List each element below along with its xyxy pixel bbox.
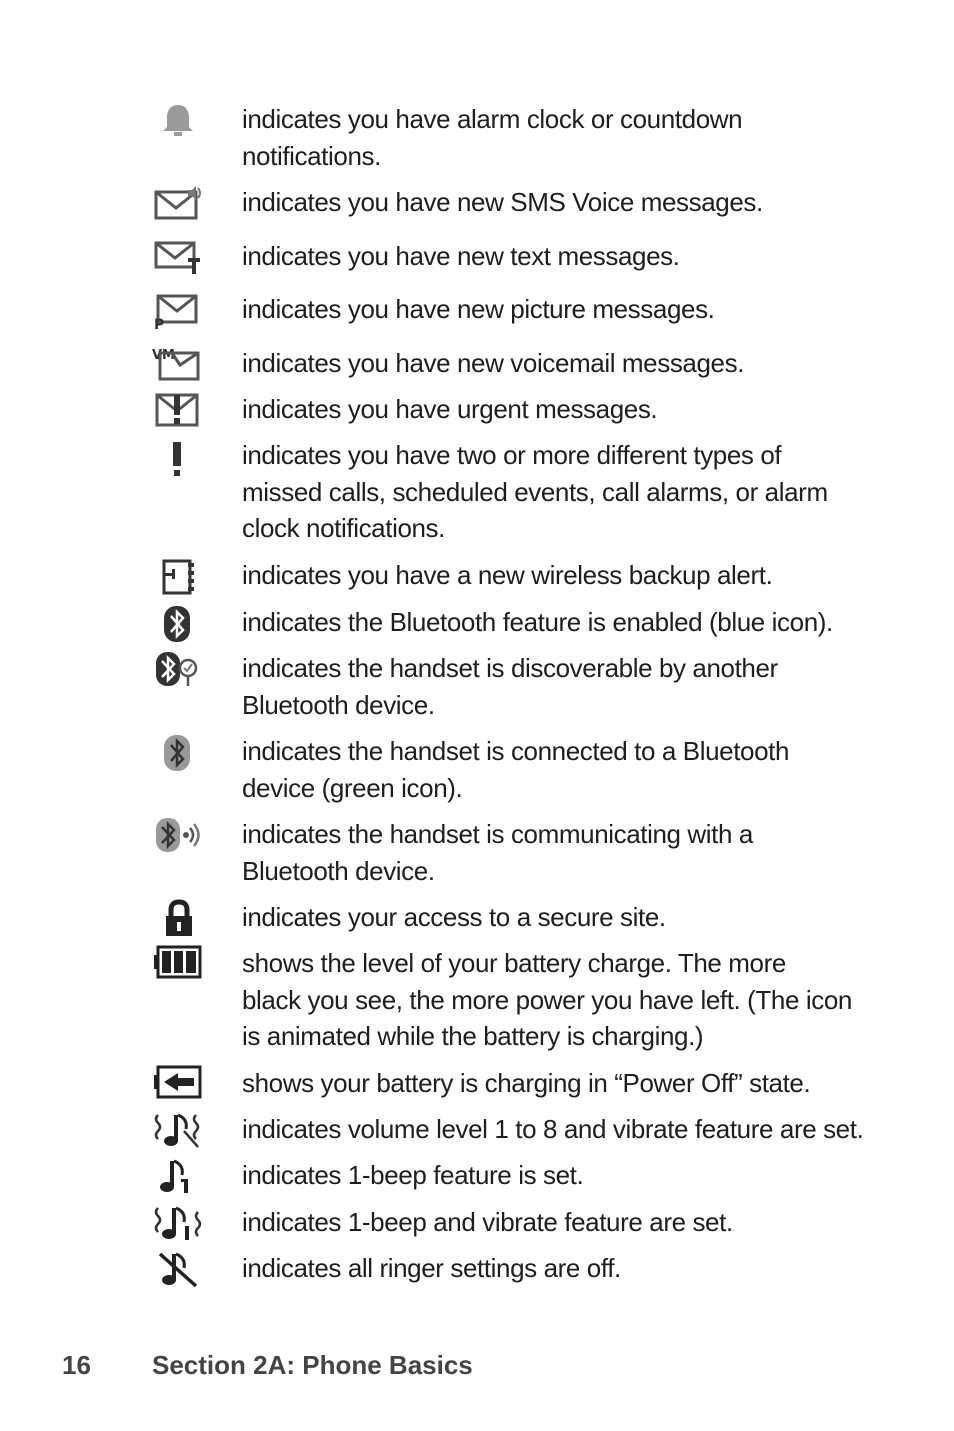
ringer-off-icon bbox=[150, 1250, 206, 1290]
battery-icon bbox=[150, 945, 206, 985]
row-description: indicates you have new text messages. bbox=[242, 241, 680, 271]
bluetooth-communicating-icon bbox=[150, 816, 206, 856]
row-description: indicates you have alarm clock or countdown notifications. bbox=[242, 104, 743, 171]
volume-vibrate-icon bbox=[150, 1111, 206, 1151]
row-description: indicates you have urgent messages. bbox=[242, 394, 658, 424]
one-beep-vibrate-icon bbox=[150, 1204, 206, 1244]
page-number: 16 bbox=[62, 1350, 91, 1380]
row-description: shows the level of your battery charge. The more black you see, the more power you have left. (The icon is animated while the battery is charging.) bbox=[242, 948, 852, 1051]
row-description: indicates the Bluetooth feature is enabled (blue icon). bbox=[242, 607, 833, 637]
section-title: Section 2A: Phone Basics bbox=[152, 1350, 473, 1380]
svg-text:P: P bbox=[154, 317, 165, 331]
bluetooth-enabled-icon bbox=[150, 604, 206, 644]
row-description: indicates the handset is connected to a Bluetooth device (green icon). bbox=[242, 736, 790, 803]
row-description: indicates you have two or more different types of missed calls, scheduled events, call alarms, or alarm clock notifications. bbox=[242, 440, 828, 543]
voicemail-icon bbox=[150, 345, 206, 385]
row-description: indicates you have new picture messages. bbox=[242, 294, 715, 324]
row-description: shows your battery is charging in “Power Off” state. bbox=[242, 1068, 811, 1098]
svg-text:VM: VM bbox=[152, 348, 175, 363]
row-description: indicates 1-beep feature is set. bbox=[242, 1160, 584, 1190]
row-description: indicates you have a new wireless backup alert. bbox=[242, 560, 773, 590]
sms-voice-message-icon bbox=[150, 184, 206, 224]
row-description: indicates you have new SMS Voice messages. bbox=[242, 187, 763, 217]
row-description: indicates volume level 1 to 8 and vibrate feature are set. bbox=[242, 1114, 864, 1144]
row-description: indicates your access to a secure site. bbox=[242, 902, 666, 932]
wireless-backup-icon bbox=[150, 557, 206, 597]
row-description: indicates all ringer settings are off. bbox=[242, 1253, 621, 1283]
bluetooth-connected-icon bbox=[150, 733, 206, 773]
row-description: indicates the handset is communicating with a Bluetooth device. bbox=[242, 819, 753, 886]
exclamation-icon bbox=[150, 437, 206, 477]
row-description: indicates 1-beep and vibrate feature are set. bbox=[242, 1207, 733, 1237]
secure-lock-icon bbox=[150, 899, 206, 939]
row-description: indicates you have new voicemail messages. bbox=[242, 348, 745, 378]
text-message-icon bbox=[150, 238, 206, 278]
bluetooth-discoverable-icon bbox=[150, 650, 206, 690]
battery-charging-power-off-icon bbox=[150, 1065, 206, 1105]
alarm-bell-icon bbox=[150, 101, 206, 141]
one-beep-icon bbox=[150, 1157, 206, 1197]
row-description: indicates the handset is discoverable by another Bluetooth device. bbox=[242, 653, 778, 720]
urgent-message-icon bbox=[150, 391, 206, 431]
picture-message-icon bbox=[150, 291, 206, 331]
